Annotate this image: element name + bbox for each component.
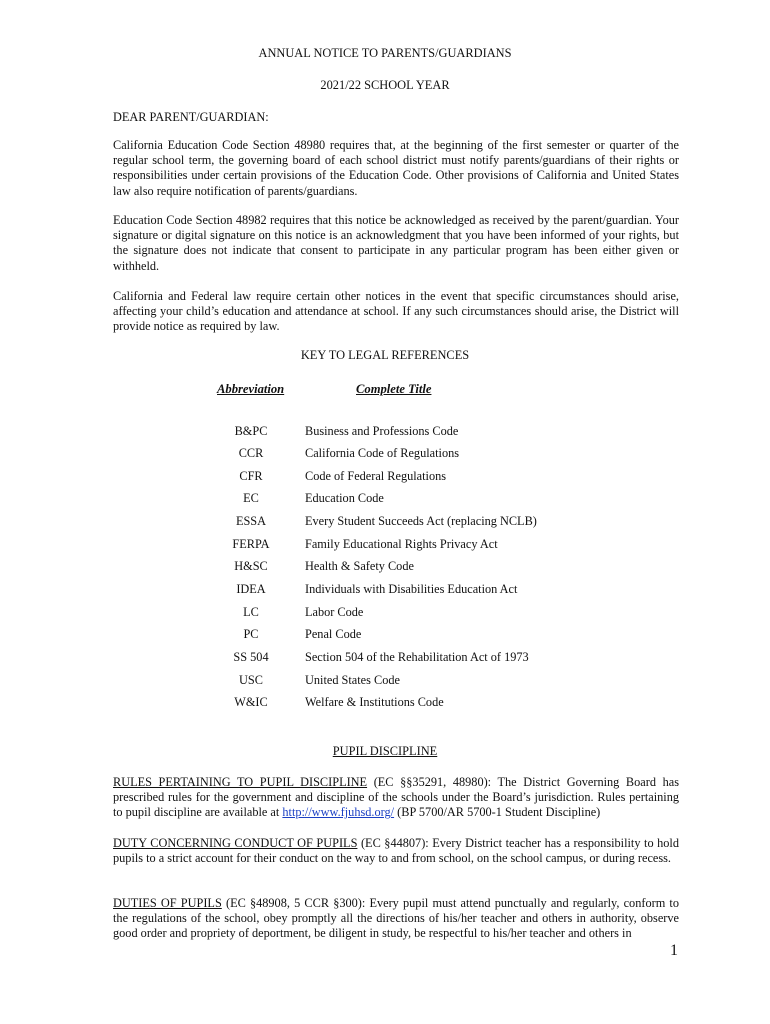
paragraph-rules-pupil-discipline [113, 775, 679, 821]
title-cell: Education Code [305, 491, 384, 505]
school-year: 2021/22 SCHOOL YEAR [320, 78, 450, 92]
table-row [0, 559, 770, 575]
abbreviation-cell: W&IC [234, 695, 268, 709]
section-title-pupil-discipline [0, 744, 770, 759]
table-row [0, 469, 770, 485]
column-header-complete-title: Complete Title [356, 382, 432, 396]
table-row [0, 514, 770, 530]
abbreviation-cell: USC [239, 673, 263, 687]
title-cell: Welfare & Institutions Code [305, 695, 444, 709]
abbreviation-cell: PC [243, 627, 259, 641]
title-cell: Every Student Succeeds Act (replacing NCLB) [305, 514, 537, 528]
table-row [0, 650, 770, 666]
paragraph-3: California and Federal law require certain other notices in the event that specific circumstances should arise, affecting your child’s education and attendance at school. If any such circumstances should arise, the District will provide notice as required by law. [113, 289, 679, 334]
duties-heading: DUTIES OF PUPILS [113, 896, 222, 910]
duty-text: (EC §44807): Every District teacher has a responsibility to hold pupils to a strict account for their conduct on the way to and from school, on the school campus, or during recess. [113, 836, 680, 866]
page-number: 1 [670, 942, 678, 959]
greeting: DEAR PARENT/GUARDIAN: [113, 110, 269, 124]
table-row [0, 582, 770, 598]
title-cell: Labor Code [305, 605, 364, 619]
table-row [0, 673, 770, 689]
table-row [0, 491, 770, 507]
title-cell: Health & Safety Code [305, 559, 414, 573]
abbreviation-cell: EC [243, 491, 259, 505]
column-header-abbreviation: Abbreviation [217, 382, 285, 396]
table-row [0, 424, 770, 440]
paragraph-duties-of-pupils [113, 896, 679, 942]
abbreviation-cell: ESSA [235, 514, 267, 528]
title-cell: Individuals with Disabilities Education Act [305, 582, 518, 596]
table-row [0, 605, 770, 621]
title-cell: Code of Federal Regulations [305, 469, 447, 483]
title-cell: Business and Professions Code [305, 424, 459, 438]
title-cell: United States Code [305, 673, 400, 687]
abbreviation-cell: B&PC [234, 424, 268, 438]
duty-heading: DUTY CONCERNING CONDUCT OF PUPILS [113, 836, 358, 850]
title-cell: Section 504 of the Rehabilitation Act of 1973 [305, 650, 529, 664]
rules-text: (EC §§35291, 48980): The District Governing Board has prescribed rules for the government and discipline of the schools under the Board’s jurisdiction. Rules pertaining to pupil discipline are available at [113, 775, 679, 820]
key-title: KEY TO LEGAL REFERENCES [300, 348, 470, 362]
rules-policy-reference: (BP 5700/AR 5700-1 Student Discipline) [394, 805, 601, 820]
table-row [0, 627, 770, 643]
title-cell: California Code of Regulations [305, 446, 460, 460]
notice-title: ANNUAL NOTICE TO PARENTS/GUARDIANS [258, 46, 512, 60]
table-row [0, 537, 770, 553]
duties-text: (EC §48908, 5 CCR §300): Every pupil must attend punctually and regularly, conform to the regulations of the school, obey promptly all the directions of his/her teacher and others in authority, observe good order and propriety of deportment, be diligent in study, be respectful to his/her teacher and others in [113, 896, 679, 941]
paragraph-2: Education Code Section 48982 requires that this notice be acknowledged as received by the parent/guardian. Your signature or digital signature on this notice is an acknowledgment that you have been informed of your rights, but the signature does not indicate that consent to participate in any particular program has been either given or withheld. [113, 213, 679, 273]
abbreviation-cell: CFR [239, 469, 263, 483]
abbreviation-cell: SS 504 [233, 650, 269, 664]
abbreviation-cell: H&SC [234, 559, 268, 573]
table-row [0, 446, 770, 462]
rules-heading: RULES PERTAINING TO PUPIL DISCIPLINE [113, 775, 368, 789]
table-row [0, 695, 770, 711]
abbreviation-cell: IDEA [236, 582, 266, 596]
district-website-link[interactable]: http://www.fjuhsd.org/ [282, 805, 395, 820]
title-cell: Penal Code [305, 627, 362, 641]
abbreviation-cell: FERPA [232, 537, 270, 551]
abbreviation-cell: LC [243, 605, 259, 619]
paragraph-duty-conduct [113, 836, 679, 866]
title-cell: Family Educational Rights Privacy Act [305, 537, 498, 551]
pupil-discipline-heading: PUPIL DISCIPLINE [332, 744, 438, 758]
abbreviation-cell: CCR [238, 446, 264, 460]
paragraph-1: California Education Code Section 48980 requires that, at the beginning of the first semester or quarter of the regular school term, the governing board of each school district must notify parents/guardians of their rights or responsibilities under certain provisions of the Education Code. Other provisions of California and United States law also require notification of parents/guardians. [113, 138, 679, 198]
